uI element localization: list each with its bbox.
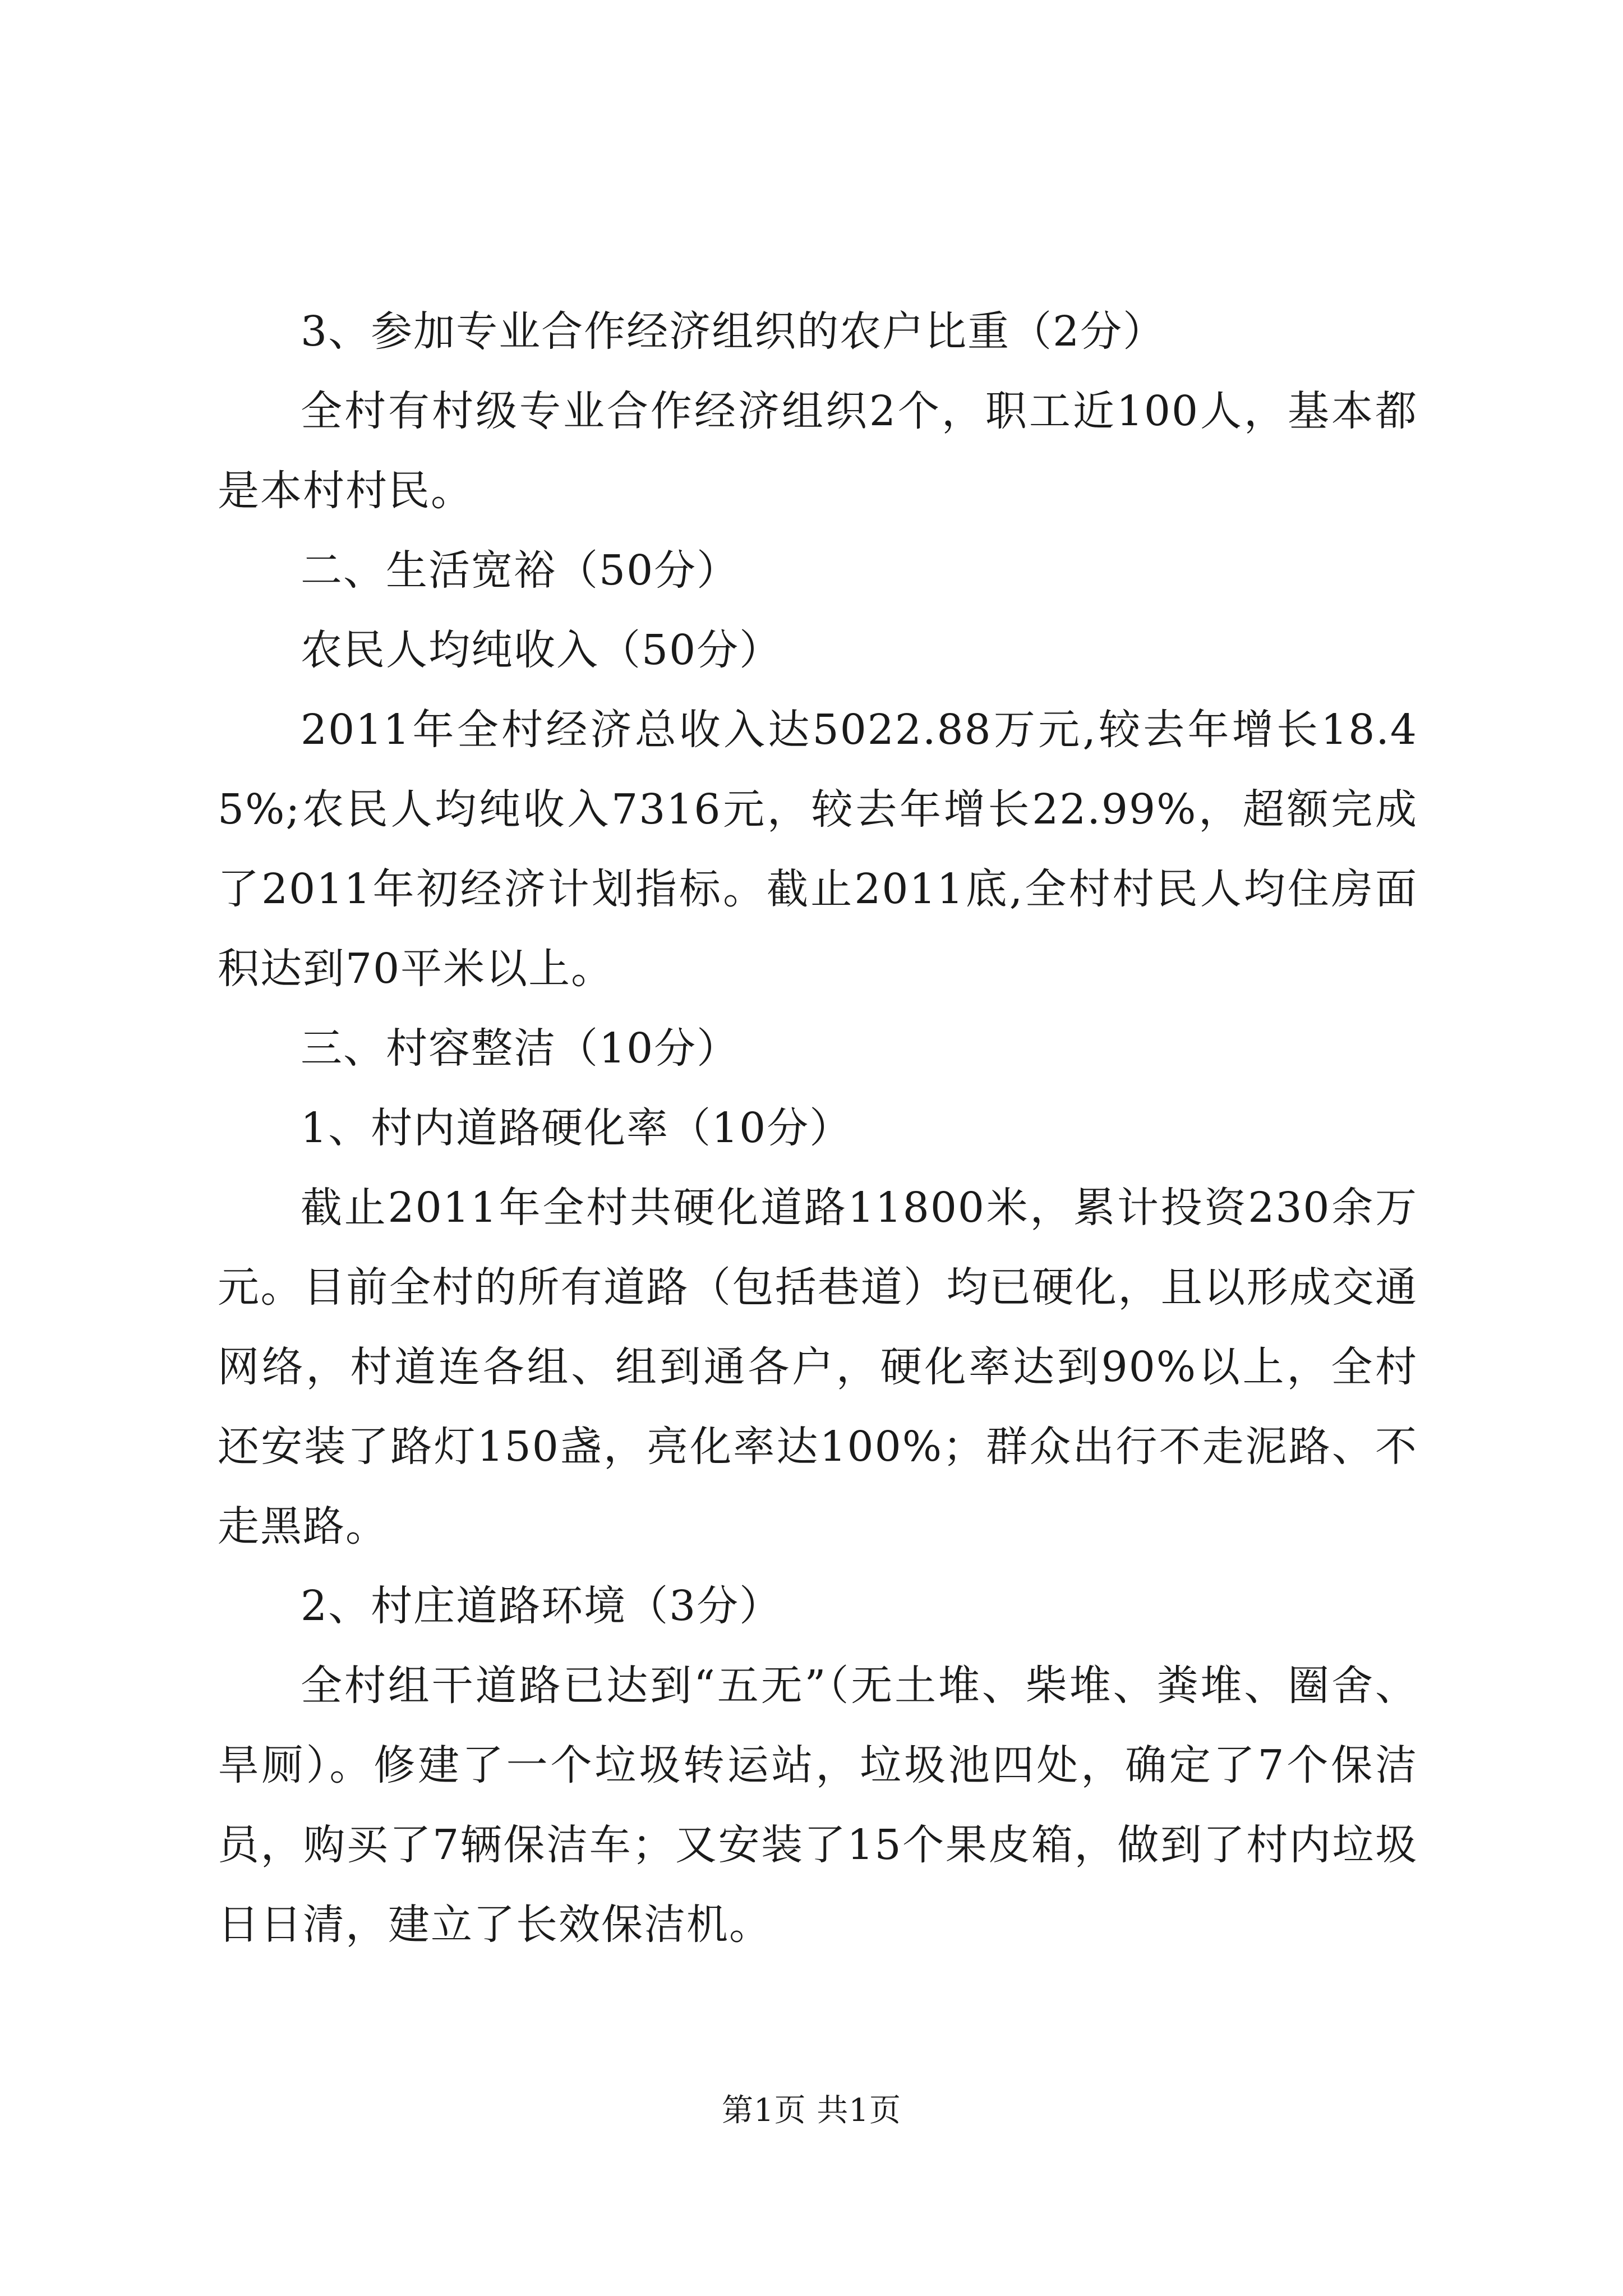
paragraph: 全村组干道路已达到“五无”（无土堆、柴堆、粪堆、圈舍、旱厕）。修建了一个垃圾转运站，垃圾池四处，确定了7个保洁员，购买了7辆保洁车；又安装了15个果皮箱，做到了村内垃圾日日清，建立了长效保洁机。 — [218, 1662, 1418, 1949]
section-heading: 二、生活宽裕（50分） — [301, 546, 740, 595]
section-heading: 农民人均纯收入（50分） — [301, 626, 782, 674]
section-heading: 三、村容整洁（10分） — [301, 1024, 740, 1073]
paragraph: 截止2011年全村共硬化道路11800米，累计投资230余万元。目前全村的所有道路（包括巷道）均已硬化，且以形成交通网络，村道连各组、组到通各户，硬化率达到90%以上，全村还安装了路灯150盏，亮化率达100%；群众出行不走泥路、不走黑路。 — [218, 1184, 1418, 1550]
paragraph: 全村有村级专业合作经济组织2个，职工近100人，基本都是本村村民。 — [218, 387, 1418, 515]
section-heading: 3、参加专业合作经济组织的农户比重（2分） — [301, 307, 1166, 356]
page-footer: 第1页 共1页 — [721, 2092, 902, 2129]
document-body — [218, 292, 1418, 1964]
section-heading: 2、村庄道路环境（3分） — [301, 1582, 782, 1630]
paragraph: 2011年全村经济总收入达5022.88万元,较去年增长18.45%;农民人均纯收入7316元，较去年增长22.99%，超额完成了2011年初经济计划指标。截止2011底,全村村民人均住房面积达到70平米以上。 — [218, 706, 1418, 993]
section-heading: 1、村内道路硬化率（10分） — [301, 1104, 852, 1152]
